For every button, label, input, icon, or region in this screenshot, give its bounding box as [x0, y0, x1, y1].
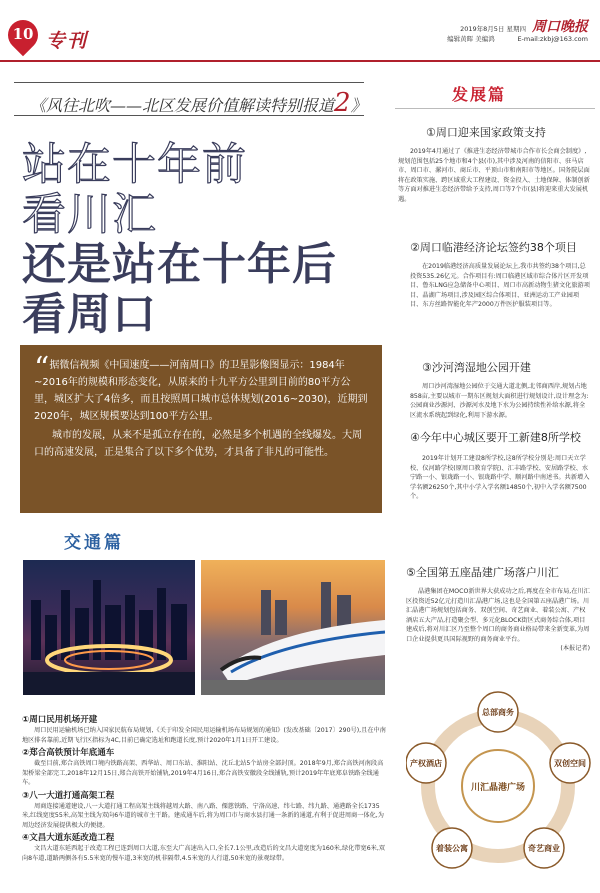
development-item-footnote: (本报记者)	[560, 645, 590, 652]
transport-item-title: ②郑合高铁预计年底通车	[22, 748, 115, 758]
development-item-body: 晶港集团在MOCO新世界大获成功之后,再度在全市布局,在川汇区投资近52亿元打造川汇晶港广场,这也是全国第五座晶港广场。川汇晶港广场规划包括商务、双创空间、奇艺商业、着装公寓、产权酒店五大产品,打造聚会型、多元化BLOCK街区式商务综合体,项目建成后,将对川汇区乃至整个周口的商务商业格局带来全新变革,为周口企业提供更具国际视野的商务商业平台。	[406, 588, 590, 643]
wheel-label-3: 奇艺商业	[528, 844, 560, 853]
page-number: 10	[12, 25, 34, 43]
intro-box	[20, 345, 382, 513]
transport-item-body: 周口民用运输机场已纳入国家民航布局规划,《关于印发全国民用运输机场布局规划的通知》(发改基础〔2017〕290号),且在中南地区排名靠前,近期飞行区指标为4C,目前已确定选址和跑道长度,预计2020年1月1日开工建设。	[22, 727, 386, 744]
headline-line-1: 站在十年前	[22, 139, 247, 190]
development-item-body: 2019年4月通过了《推进生态经济带城市合作市长会商会制度》,规划范围包括25个地市和4个县(市),其中涉及河南的信阳市、驻马店市、周口市、漯河市、商丘市、平顶山市和南阳市等地区。国务院层面将在政策实施、跨区域重大工程建设、资金投入、土地保障、体制创新等方面对推进生态经济带给予支持,周口等7个市(县)将迎来重大发展机遇。	[398, 148, 590, 203]
intro-text-1: 据微信视频《中国速度——河南周口》的卫星影像图显示：1984年~2016年的规模和形态变化，从原来的十九平方公里到目前的80平方公里，城区扩大了4倍多，而且按照周口城市总体规划(2016~2030)，近期到2020年，城区规模要达到100平方公里。	[34, 360, 368, 422]
transport-item-1	[22, 714, 387, 745]
development-item-title: ⑤全国第五座晶建广场落户川汇	[406, 566, 559, 579]
intro-paragraph-1	[34, 351, 368, 425]
section-label: 专刊	[46, 30, 89, 52]
transport-item-body: 周商连接通道建设,八一大道打通工程高架主线将越周大路、南八路、傈慈铁路、宁洛高速、纬七路、纬九路、通港路全长1735米,红线宽度55米,高架主线为双向6车道的城市主干路。建成通车后,将为周口市与商水县打通一条新的通道,有利于促进周商一体化,为周边经济发展提供极大的便捷。	[22, 802, 384, 829]
transport-articles	[22, 712, 387, 863]
development-item-1	[398, 125, 590, 204]
transport-item-title: ①周口民用机场开建	[22, 715, 98, 725]
product-wheel-graphic	[406, 688, 591, 878]
transport-item-title: ③八一大道打通高架工程	[22, 790, 115, 801]
headline-line-4: 看周口	[22, 289, 157, 340]
date-line: 2019年8月5日 星期四	[460, 25, 526, 33]
development-item-title: ①周口迎来国家政策支持	[426, 126, 546, 139]
development-section-title: 发展篇	[452, 85, 507, 104]
development-rule	[395, 108, 595, 109]
development-item-body: 在2019临港经济高质量发展论坛上,我市共签约38个项目,总投资535.26亿元。合作项目有:周口临港区域市综合体片区开发项目、鲁东LNG应急储备中心项目、周口市高新动物生猪文化旅游项目、晶湖广场项目,涉及园区综合体项目、亚洲运动工产业园项目、东方丝路智能化年产2000万件医护服装项目等。	[410, 263, 590, 308]
transport-item-body: 文昌大道东延西起于改造工程已连到周口大道,东至大广高速出入口,全长7.1公里,改造后的文昌大道宽度为160米,绿化带宽6米,双向8车道,道路两侧各有5.5米宽的慢车道,3米宽的机非隔带,4.5米宽的人行道,50米宽的景观绿带。	[22, 845, 385, 862]
intro-paragraph-2: 城市的发展，从来不是孤立存在的，必然是多个机遇的全线爆发。大周口的高速发展，正是集合了以下多个优势，才具备了非凡的可能性。	[34, 430, 362, 458]
transport-item-body: 截至目前,郑合高铁周口境内铁路高架、西华站、周口东站、淮阳站、沈丘北站5个站房全部封顶。2018年9月,郑合高铁河南段高架桥梁全部完工,2018年12月15日,郑合高铁开始铺轨,2019年4月16日,郑合高铁安徽段全线铺轨,预计2019年年底郑阜铁路全线通车。	[22, 760, 384, 786]
headline-line-2: 看川汇	[22, 189, 157, 240]
train-illustration	[201, 560, 385, 695]
transport-item-title: ④文昌大道东延改造工程	[22, 833, 115, 843]
banner-text: 《风往北吹——北区发展价值解读特别报道	[30, 96, 335, 115]
wheel-label-1: 总部商务	[482, 708, 514, 717]
development-item-body: 2019年计划开工建设8所学校,这8所学校分别是:周口天立学校、仪河路学校(原周口教育学院)、汇丰路学校、安居路学校、水宁路一小、银珑路一小、银珑路中学、顺河路中南述书。共新增入学名额26250个,其中小学入学名额14850个,初中入学名额7500个。	[410, 455, 590, 500]
wheel-label-5: 产权酒店	[410, 759, 442, 768]
development-item-title: ③沙河湾湿地公园开建	[422, 361, 531, 374]
email[interactable]: E-mail:zkbj@163.com	[517, 35, 588, 43]
transport-item-3	[22, 790, 387, 831]
development-item-title: ②周口临港经济论坛签约38个项目	[410, 241, 577, 254]
transport-item-4	[22, 832, 387, 863]
development-item-3	[410, 360, 590, 420]
masthead	[447, 19, 588, 44]
high-speed-train-photo	[201, 560, 385, 695]
banner-close: 》	[350, 96, 367, 115]
wheel-label-4: 着装公寓	[436, 844, 468, 853]
development-item-5	[406, 565, 590, 654]
header-rule	[0, 60, 600, 62]
quote-mark-icon: “	[34, 351, 50, 386]
editor-line: 编辑黄晖 美编鸿	[447, 35, 495, 43]
wheel-center-label: 川汇晶港广场	[470, 783, 526, 793]
development-item-title: ④今年中心城区要开工新建8所学校	[410, 431, 581, 444]
banner-title	[30, 88, 367, 118]
banner-number: 2	[334, 88, 351, 118]
transport-item-2	[22, 747, 387, 788]
city-night-illustration	[23, 560, 195, 695]
development-item-2	[410, 240, 590, 310]
city-night-photo	[23, 560, 195, 695]
development-item-body: 周口沙河湾湿地公园位于交通大道北侧,北邻商西岸,规划占地858亩,主要以城市一期东区规划大面积进行规划设计,设计理念为:公园商业沙源河、沙源河水及地下水为公园持续性补给水源,将全区流水系统起到绿化,利用下游水源。	[410, 383, 589, 419]
development-item-4	[410, 430, 590, 502]
transport-section-title: 交通篇	[64, 533, 124, 553]
wheel-label-2: 双创空间	[554, 759, 586, 768]
headline-line-3: 还是站在十年后	[22, 239, 337, 290]
brand-logo: 周口晚报	[532, 19, 588, 35]
